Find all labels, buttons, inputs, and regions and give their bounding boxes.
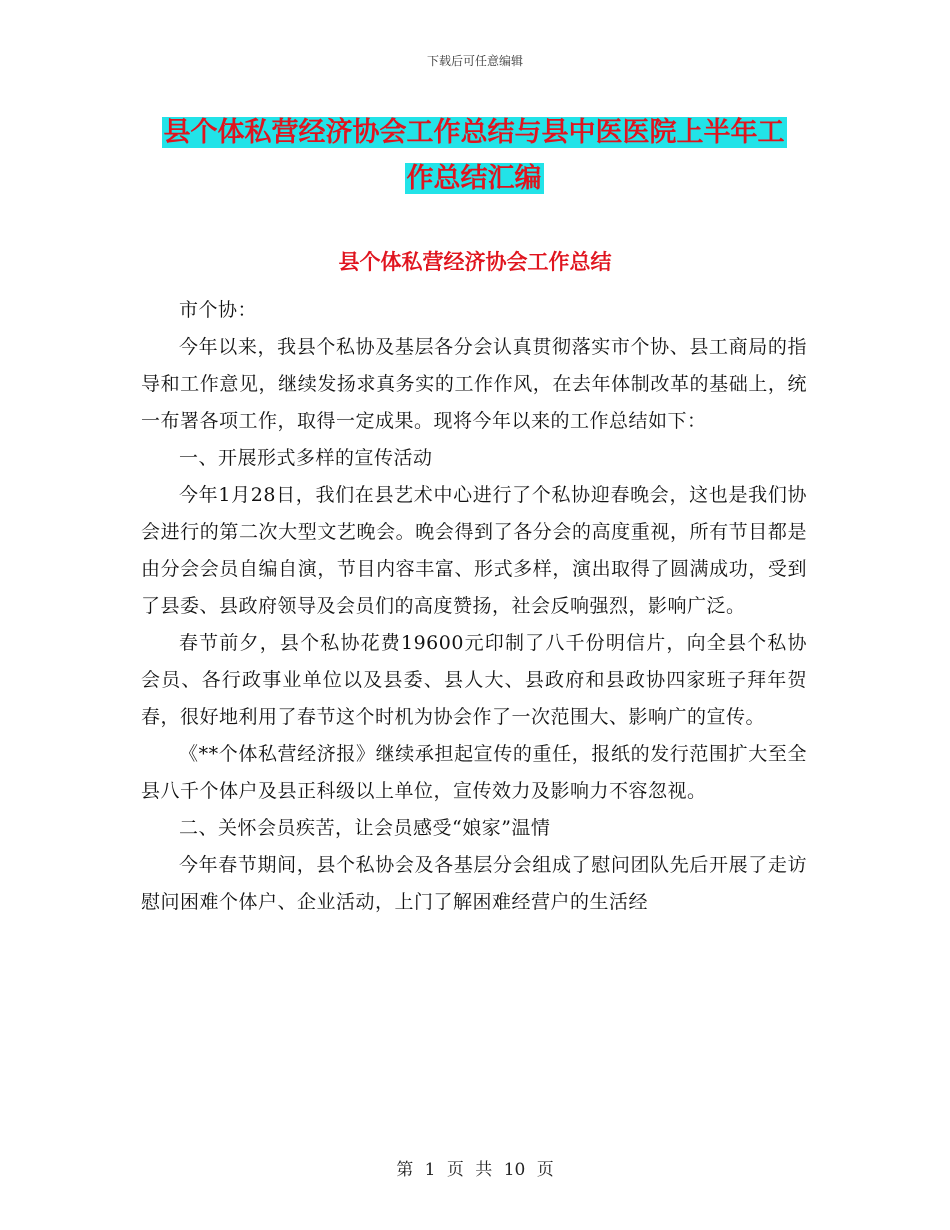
document-body [141, 292, 807, 921]
section-title: 县个体私营经济协会工作总结 [338, 250, 612, 274]
header-note: 下载后可任意编辑 [426, 54, 523, 68]
subheading-paragraph: 一、开展形式多样的宣传活动 [179, 447, 433, 469]
body-paragraph: 春节前夕，县个私协花费19600元印制了八千份明信片，向全县个私协会员、各行政事业单位以及县委、县人大、县政府和县政协四家班子拜年贺春，很好地利用了春节这个时机为协会作了一次范围大、影响广的宣传。 [141, 632, 807, 728]
page-footer: 第 1 页 共 10 页 [396, 1160, 554, 1180]
body-paragraph: 今年1月28日，我们在县艺术中心进行了个私协迎春晚会，这也是我们协会进行的第二次大型文艺晚会。晚会得到了各分会的高度重视，所有节目都是由分会会员自编自演，节目内容丰富、形式多样，演出取得了圆满成功，受到了县委、县政府领导及会员们的高度赞扬，社会反响强烈，影响广泛。 [141, 484, 807, 617]
document-title-line-1: 县个体私营经济协会工作总结与县中医医院上半年工 [163, 117, 785, 148]
document-title-line-2: 作总结汇编 [406, 163, 542, 194]
subheading-paragraph: 二、关怀会员疾苦，让会员感受“娘家”温情 [179, 817, 551, 839]
salutation-paragraph: 市个协： [179, 299, 258, 321]
body-paragraph: 今年春节期间，县个私协会及各基层分会组成了慰问团队先后开展了走访慰问困难个体户、企业活动，上门了解困难经营户的生活经 [141, 854, 807, 913]
body-paragraph: 《**个体私营经济报》继续承担起宣传的重任，报纸的发行范围扩大至全县八千个体户及县正科级以上单位，宣传效力及影响力不容忽视。 [141, 743, 807, 802]
body-paragraph: 今年以来，我县个私协及基层各分会认真贯彻落实市个协、县工商局的指导和工作意见，继续发扬求真务实的工作作风，在去年体制改革的基础上，统一布署各项工作，取得一定成果。现将今年以来的工作总结如下： [141, 336, 807, 432]
document-title [140, 110, 808, 202]
